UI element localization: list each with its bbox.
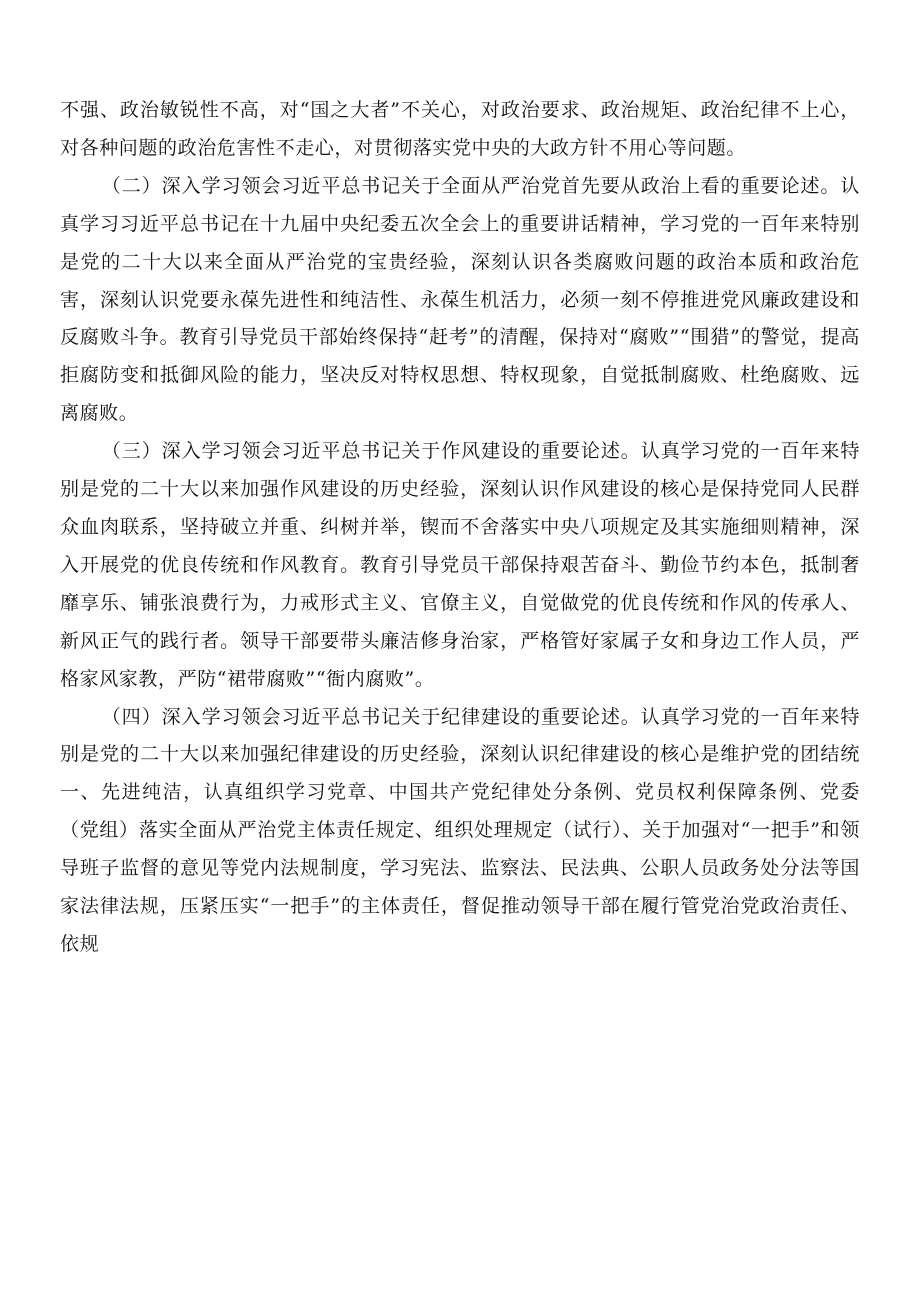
paragraph-section-four: （四）深入学习领会习近平总书记关于纪律建设的重要论述。认真学习党的一百年来特别是党的二十大以来加强纪律建设的历史经验，深刻认识纪律建设的核心是维护党的团结统一、先进纯洁，认真组织学习党章、中国共产党纪律处分条例、党员权利保障条例、党委（党组）落实全面从严治党主体责任规定、组织处理规定（试行）、关于加强对“一把手”和领导班子监督的意见等党内法规制度，学习宪法、监察法、民法典、公职人员政务处分法等国家法律法规，压紧压实“一把手”的主体责任，督促推动领导干部在履行管党治党政治责任、依规 [60,705,860,955]
document-body [60,92,860,964]
paragraph-section-three: （三）深入学习领会习近平总书记关于作风建设的重要论述。认真学习党的一百年来特别是党的二十大以来加强作风建设的历史经验，深刻认识作风建设的核心是保持党同人民群众血肉联系，坚持破立并重、纠树并举，锲而不舍落实中央八项规定及其实施细则精神，深入开展党的优良传统和作风教育。教育引导党员干部保持艰苦奋斗、勤俭节约本色，抵制奢靡享乐、铺张浪费行为，力戒形式主义、官僚主义，自觉做党的优良传统和作风的传承人、新风正气的践行者。领导干部要带头廉洁修身治家，严格管好家属子女和身边工作人员，严格家风家教，严防“裙带腐败”“衙内腐败”。 [60,440,860,690]
paragraph-section-two: （二）深入学习领会习近平总书记关于全面从严治党首先要从政治上看的重要论述。认真学习习近平总书记在十九届中央纪委五次全会上的重要讲话精神，学习党的一百年来特别是党的二十大以来全面从严治党的宝贵经验，深刻认识各类腐败问题的政治本质和政治危害，深刻认识党要永葆先进性和纯洁性、永葆生机活力，必须一刻不停推进党风廉政建设和反腐败斗争。教育引导党员干部始终保持“赶考”的清醒，保持对“腐败”“围猎”的警觉，提高拒腐防变和抵御风险的能力，坚决反对特权思想、特权现象，自觉抵制腐败、杜绝腐败、远离腐败。 [60,174,860,425]
paragraph-continuation: 不强、政治敏锐性不高，对“国之大者”不关心，对政治要求、政治规矩、政治纪律不上心，对各种问题的政治危害性不走心，对贯彻落实党中央的大政方针不用心等问题。 [60,99,860,159]
